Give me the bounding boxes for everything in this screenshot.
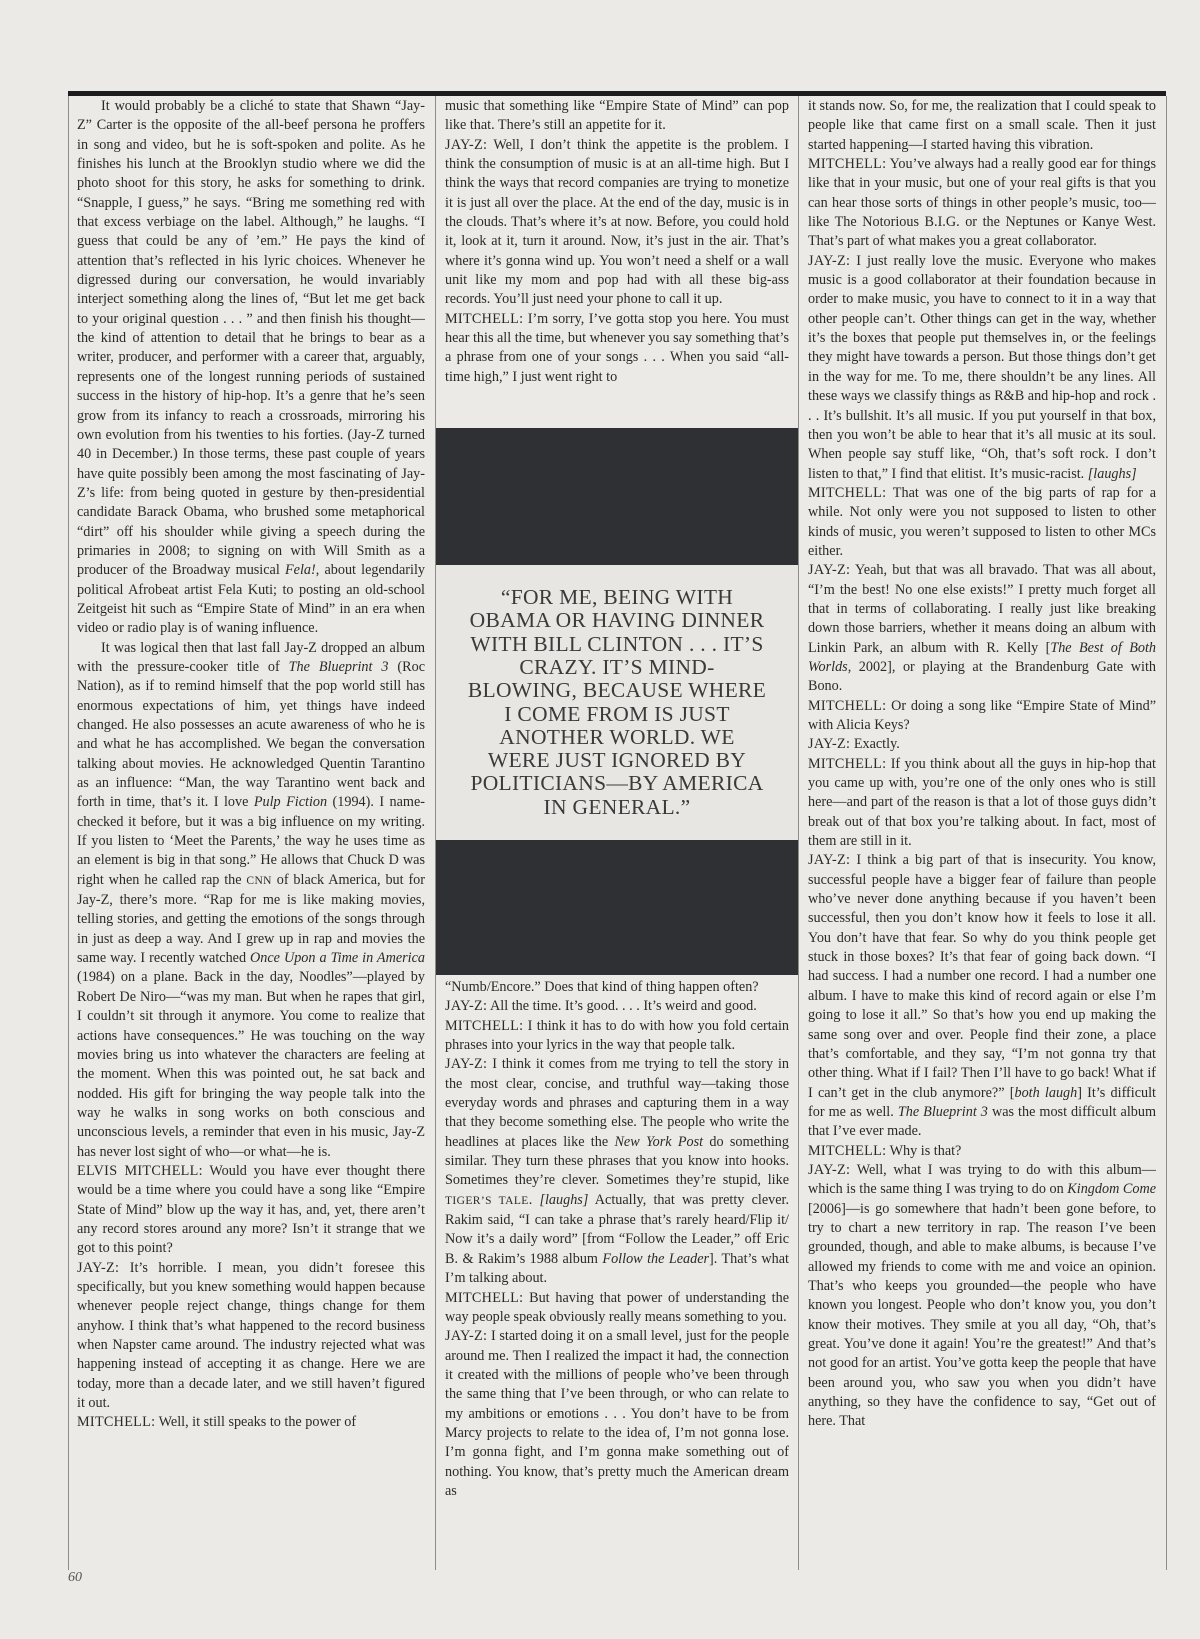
body-paragraph: music that something like “Empire State of Mind” can pop like that. There’s still an appetite for it. bbox=[445, 98, 789, 134]
qa-answer: JAY-Z: I just really love the music. Everyone who makes music is a good collaborator at their foundation because in order to make music, you have to connect to it in a way that other people can’t. Other things can get in the way, whether it’s the boxes that people put themselves in, or the feelings they might have towards a person. But those things don’t get in the way for me. To me, there shouldn’t be any lines. All these ways we classify things as R&B and hip-hop and rock . . . It’s bullshit. It’s all music. If you put yourself in that box, then you won’t be able to hear that it’s all music at its soul. When people say stuff like, “Oh, that’s soft rock. I don’t listen to that,” I find that elitist. It’s music-racist. [laughs] bbox=[808, 252, 1156, 482]
article-column-2-top bbox=[445, 97, 789, 427]
qa-question: MITCHELL: Or doing a song like “Empire State of Mind” with Alicia Keys? bbox=[808, 697, 1156, 733]
qa-answer: JAY-Z: Yeah, but that was all bravado. That was all about, “I’m the best! No one else exists!” I pretty much forget all that in terms of collaborating. I really just like breaking down those barriers, whether it means doing an album with Linkin Park, an album with R. Kelly [The Best of Both Worlds, 2002], or playing at the Brandenburg Gate with Bono. bbox=[808, 562, 1156, 695]
qa-question: MITCHELL: That was one of the big parts of rap for a while. Not only were you not supposed to listen to other kinds of music, you weren’t supposed to listen to other MCs either. bbox=[808, 484, 1156, 559]
qa-answer: JAY-Z: Well, I don’t think the appetite is the problem. I think the consumption of music is at an all-time high. But I think the ways that record companies are trying to monetize it is just all over the place. At the end of the day, music is in the clouds. That’s where it’s at now. Before, you could hold it, look at it, turn it around. Now, it’s just in the air. That’s where it’s gonna wind up. You won’t need a shelf or a wall unit like my mom and pop had with all these big-ass records. You’ll just need your phone to call it up. bbox=[445, 136, 789, 308]
qa-answer: JAY-Z: Well, what I was trying to do with this album—which is the same thing I was trying to do on Kingdom Come [2006]—is go somewhere that hadn’t been gone before, to try to chart a new territory in rap. The reason I’ve been grounded, though, and able to make albums, is because I’ve allowed my friends to come with me and voice an opinion. That’s who keeps you grounded—the people who have known you longest. People who don’t know you, you don’t know their motives. They smile at you all day, “Oh, that’s great. You’ve done it again! You’re the greatest!” And that’s not good for an artist. You’ve gotta keep the people that have been around you, who saw you when you didn’t have anything, so they have the confidence to say, “Get out of here. That bbox=[808, 1161, 1156, 1430]
article-column-3 bbox=[808, 97, 1156, 1569]
qa-question: MITCHELL: I’m sorry, I’ve gotta stop you here. You must hear this all the time, but whenever you say something that’s a phrase from one of your songs . . . When you said “all-time high,” I just went right to bbox=[445, 310, 789, 385]
body-paragraph: it stands now. So, for me, the realization that I could speak to people like that came first on a small scale. Then it just started happening—I started having this vibration. bbox=[808, 98, 1156, 153]
body-paragraph: “Numb/Encore.” Does that kind of thing happen often? bbox=[445, 979, 759, 995]
qa-answer: JAY-Z: Exactly. bbox=[808, 736, 900, 753]
qa-answer: JAY-Z: I think it comes from me trying to tell the story in the most clear, concise, and truthful way—taking those everyday words and phrases and capturing them in a way that they become something else. The people who write the headlines at places like the New York Post do something similar. They turn these phrases that you know into hooks. Sometimes they’re clever. Sometimes they’re stupid, like TIGER’S TALE. [laughs] Actually, that was pretty clever. Rakim said, “I can take a phrase that’s rarely heard/Flip it/ Now it’s a daily word” [from “Follow the Leader,” off Eric B. & Rakim’s 1988 album Follow the Leader]. That’s what I’m talking about. bbox=[445, 1056, 789, 1287]
article-column-2-bottom bbox=[445, 978, 789, 1568]
intro-paragraph: It would probably be a cliché to state that Shawn “Jay-Z” Carter is the opposite of the all-beef persona he proffers in song and video, but he is soft-spoken and polite. As he finishes his lunch at the Brooklyn studio where we did the photo shoot for this story, he asks for something to drink. “Snapple, I guess,” he says. “Bring me something red with that excess verbiage on the label. Although,” he laughs. “I guess that could be any of ’em.” He pays the kind of attention that’s reflected in his lyric choices. Whenever he digressed during our conversation, he would invariably interject something along the lines of, “But let me get back to your original question . . . ” and then finish his thought—the kind of attention to detail that he brings to bear as a writer, producer, and performer with a career that, arguably, represents one of the longest running periods of sustained success in the history of hip-hop. It’s a genre that he’s seen grow from its infancy to reach a crossroads, mirroring his own evolution from his twenties to his forties. (Jay-Z turned 40 in December.) In those terms, these past couple of years have quite possibly been among the most fascinating of Jay-Z’s life: from being quoted in gesture by then-presidential candidate Barack Obama, who brushed some metaphorical “dirt” off his shoulder while giving a speech during the primaries in 2008; to signing on with Will Smith as a producer of the Broadway musical Fela!, about legendarily political Afrobeat artist Fela Kuti; to posting an old-school Zeitgeist hit such as “Empire State of Mind” in an era when video or radio play is of waning influence. bbox=[77, 98, 425, 637]
qa-question: MITCHELL: If you think about all the guys in hip-hop that you came up with, you’re one of the only ones who is still here—and part of the reason is that a lot of those guys didn’t break out of that box you’re talking about. In fact, most of them are still in it. bbox=[808, 755, 1156, 850]
qa-answer: JAY-Z: I think a big part of that is insecurity. You know, successful people have a bigger fear of failure than people who’ve never done anything because if you haven’t been successful, then you don’t know how it feels to lose it all. You don’t have that fear. So why do you think people get stuck in those boxes? It’s that fear of going back down. “I had success. I had a number one record. I had a number one album. I have to make this kind of record again or else I’m going to lose it all.” So that’s how you end up making the same song over and over. People find their zone, a place that’s comfortable, and they say, “I’m not gonna try that other thing. What if I fail? Then I’ll have to go back! What if I can’t get in the club anymore?” [both laugh] It’s difficult for me as well. The Blueprint 3 was the most difficult album that I’ve ever made. bbox=[808, 852, 1156, 1140]
pull-quote-box bbox=[436, 565, 798, 840]
qa-question: ELVIS MITCHELL: Would you have ever thought there would be a time where you could have a song like “Empire State of Mind” blow up the way it has, and, yet, there aren’t any record stores around any more? Isn’t it strange that we got to this point? bbox=[77, 1162, 425, 1257]
qa-question: MITCHELL: Why is that? bbox=[808, 1142, 962, 1159]
article-column-1 bbox=[77, 97, 425, 1569]
top-rule bbox=[68, 91, 1166, 96]
column-rule-right bbox=[1166, 96, 1167, 1570]
body-paragraph: It was logical then that last fall Jay-Z dropped an album with the pressure-cooker title of The Blueprint 3 (Roc Nation), as if to remind himself that the pop world still has enormous expectations of him, yet things have indeed changed. He also possesses an acute awareness of who he is and what he has accomplished. We began the conversation talking about movies. He acknowledged Quentin Tarantino as an influence: “Man, the way Tarantino went back and forth in time, that’s it. I love Pulp Fiction (1994). I name-checked it before, but it was a big influence on my writing. If you listen to ‘Meet the Parents,’ the way he uses time as an element is big in that song.” He allows that Chuck D was right when he called rap the CNN of black America, but for Jay-Z, there’s more. “Rap for me is like making movies, telling stories, and getting the emotions of the songs through in just as deep a way. And I grew up in rap and movies the same way. I recently watched Once Upon a Time in America (1984) on a plane. Back in the day, Noodles”—played by Robert De Niro—“was my man. But when he rapes that girl, I couldn’t sit through it anymore. You come to realize that actions have consequences.” He was touching on the way movies bring us into whatever the characters are feeling at the moment. When this was pointed out, he sat back and nodded. His gift for bringing the way people talk into the way he walks in song works on both conscious and unconscious levels, a reminder that even in his music, Jay-Z has never lost sight of who—or what—he is. bbox=[77, 639, 425, 1160]
qa-answer: JAY-Z: I started doing it on a small level, just for the people around me. Then I realized the impact it had, the connection it created with the millions of people who’ve been through the same thing that I’ve been through, or who can relate to my ambitions or emotions . . . You don’t have to be from Marcy projects to relate to the idea of, I’m not gonna lose. I’m gonna fight, and I’m gonna make something out of nothing. You know, that’s pretty much the American dream as bbox=[445, 1328, 789, 1499]
qa-question: MITCHELL: Well, it still speaks to the power of bbox=[77, 1414, 357, 1431]
qa-question: MITCHELL: You’ve always had a really good ear for things like that in your music, but one of your real gifts is that you can hear those sorts of things in other people’s music, too—like The Notorious B.I.G. or the Neptunes or Kanye West. That’s part of what makes you a great collaborator. bbox=[808, 156, 1156, 250]
column-rule-left bbox=[68, 96, 69, 1570]
qa-question: MITCHELL: I think it has to do with how you fold certain phrases into your lyrics in the way that people talk. bbox=[445, 1017, 789, 1054]
pull-quote-text: “FOR ME, BEING WITH OBAMA OR HAVING DINNER WITH BILL CLINTON . . . IT’S CRAZY. IT’S MIND-BLOWING, BECAUSE WHERE I COME FROM IS JUST ANOTHER WORLD. WE WERE JUST IGNORED BY POLITICIANS—BY AMERICA IN GENERAL.” bbox=[467, 585, 767, 819]
qa-answer: JAY-Z: All the time. It’s good. . . . It’s weird and good. bbox=[445, 998, 757, 1015]
pull-quote-dark-band-top bbox=[436, 428, 798, 565]
qa-answer: JAY-Z: It’s horrible. I mean, you didn’t foresee this specifically, but you knew something would happen because whenever people reject change, things change for them anyhow. I think that’s what happened to the record business when Napster came around. The industry rejected what was happening instead of accepting it as change. Here we are today, more than a decade later, and we still haven’t figured it out. bbox=[77, 1259, 425, 1412]
column-rule-2 bbox=[798, 96, 799, 1570]
qa-question: MITCHELL: But having that power of understanding the way people speak obviously really means something to you. bbox=[445, 1289, 789, 1325]
pull-quote-dark-band-bottom bbox=[436, 840, 798, 975]
page-number: 60 bbox=[68, 1570, 82, 1585]
